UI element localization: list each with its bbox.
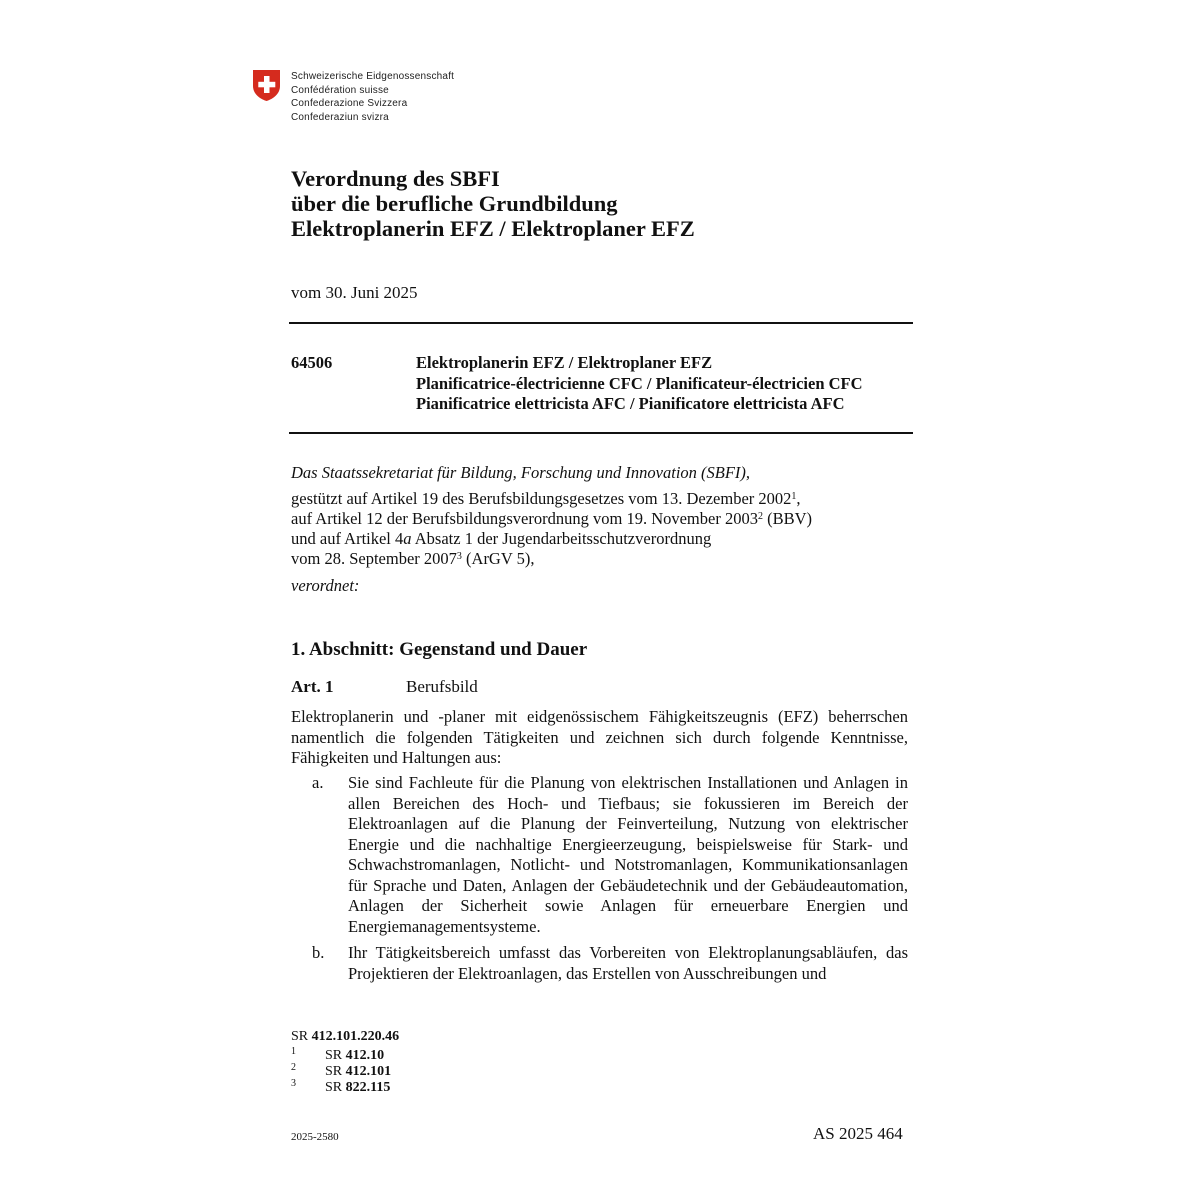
federation-name-it: Confederazione Svizzera bbox=[291, 98, 408, 109]
footnote-ref: 2 bbox=[757, 511, 763, 522]
article-number: Art. 1 bbox=[291, 677, 334, 696]
legal-basis-line: gestützt auf Artikel 19 des Berufsbildungsgesetzes vom 13. Dezember 2002$^1$, bbox=[291, 489, 801, 508]
divider-top bbox=[289, 322, 913, 324]
federation-name-rm: Confederaziun svizra bbox=[291, 111, 389, 123]
section-heading: 1. Abschnitt: Gegenstand und Dauer bbox=[291, 639, 588, 660]
swiss-cross-emblem-icon bbox=[252, 69, 281, 102]
list-item-text: Ihr Tätigkeitsbereich umfasst das Vorbereiten von Elektroplanungsabläufen, das Projektieren der Elektroanlagen, das Erstellen von Ausschreibungen und bbox=[348, 943, 908, 983]
federation-name-fr: Confédération suisse bbox=[291, 84, 389, 96]
article-title: Berufsbild bbox=[406, 677, 478, 696]
article-intro: Elektroplanerin und -planer mit eidgenössischem Fähigkeitszeugnis (EFZ) beherrschen namentlich die folgenden Tätigkeiten und zeichnen sich durch folgende Kenntnisse, Fähigkeiten und Haltungen aus: bbox=[291, 707, 908, 767]
title-line: Elektroplanerin EFZ / Elektroplaner EFZ bbox=[291, 216, 695, 241]
occupation-code: 64506 bbox=[291, 353, 333, 372]
footnote-text: SR 822.115 bbox=[325, 1080, 391, 1095]
designation-fr: Planificatrice-électricienne CFC / Planificateur-électricien CFC bbox=[416, 373, 863, 393]
footnote-text: SR 412.101 bbox=[325, 1064, 392, 1079]
document-number: 2025-2580 bbox=[291, 1131, 339, 1143]
footnote-number: 1 bbox=[291, 1046, 296, 1057]
title-line: Verordnung des SBFI bbox=[291, 166, 500, 191]
issuing-authority: Das Staatssekretariat für Bildung, Forschung und Innovation (SBFI), bbox=[291, 463, 751, 482]
legal-basis-line: und auf Artikel 4a Absatz 1 der Jugendarbeitsschutzverordnung bbox=[291, 529, 712, 548]
designation-it: Pianificatrice elettricista AFC / Pianificatore elettricista AFC bbox=[416, 394, 845, 413]
footnote-ref: 1 bbox=[791, 491, 797, 502]
footnote-number: 3 bbox=[291, 1078, 296, 1089]
footnote-number: 2 bbox=[291, 1062, 296, 1073]
divider-bottom bbox=[289, 432, 913, 434]
ordinance-title bbox=[291, 166, 695, 241]
decrees-clause: verordnet: bbox=[291, 576, 360, 595]
legal-basis bbox=[291, 489, 812, 569]
designation-de: Elektroplanerin EFZ / Elektroplaner EFZ bbox=[416, 353, 713, 372]
list-item-text: Sie sind Fachleute für die Planung von elektrischen Installationen und Anlagen in allen Bereichen des Hoch- und Tiefbaus; sie fokussieren im Bereich der Elektroanlagen auf die Planung der Feinverteilung, Nutzung von elektrischer Energie und die nachhaltige Energieerzeugung, beispielsweise für Stark- und Schwachstromanlagen, Notlicht- und Notstromanlagen, Kommunikationsanlagen für Sprache und Daten, Anlagen der Gebäudetechnik und der Gebäudeautomation, Anlagen der Sicherheit sowie Anlagen für erneuerbare Energien und Energiemanagementsysteme. bbox=[348, 773, 908, 936]
footnote-text: SR 412.10 bbox=[325, 1048, 385, 1063]
ordinance-date: vom 30. Juni 2025 bbox=[291, 283, 418, 302]
federation-names bbox=[291, 70, 454, 124]
occupation-designations bbox=[416, 353, 863, 415]
list-item-letter: b. bbox=[312, 943, 325, 962]
title-line: über die berufliche Grundbildung bbox=[291, 191, 618, 216]
legal-basis-line: auf Artikel 12 der Berufsbildungsverordnung vom 19. November 2003$^2$ (BBV) bbox=[291, 509, 813, 528]
official-compilation-reference: AS 2025 464 bbox=[813, 1124, 903, 1143]
sr-number: SR 412.101.220.46 bbox=[291, 1029, 400, 1044]
list-item-letter: a. bbox=[312, 773, 324, 792]
legal-basis-line: vom 28. September 2007$^3$ (ArGV 5), bbox=[291, 549, 535, 568]
federation-name-de: Schweizerische Eidgenossenschaft bbox=[291, 71, 455, 82]
footnote-ref: 3 bbox=[456, 551, 462, 562]
